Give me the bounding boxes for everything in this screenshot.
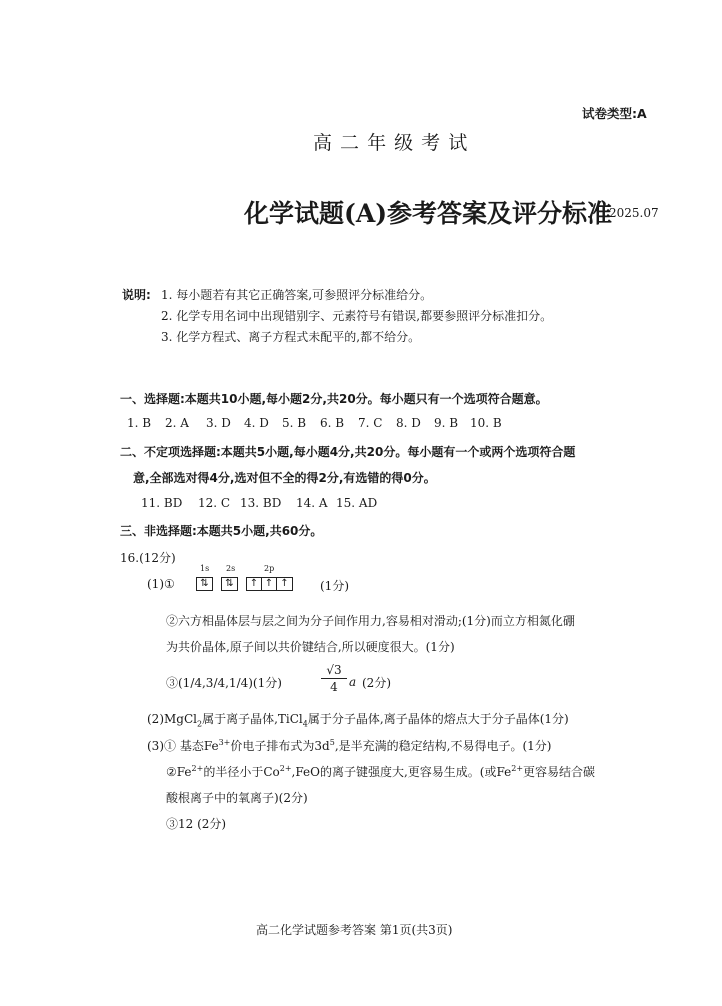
q16-p1-label: (1)① [147,577,175,591]
q16-p2-line2: 为共价晶体,原子间以共价键结合,所以硬度很大。(1分) [166,640,455,654]
orbital-1s-electrons: ⇅ [200,578,209,589]
section3-heading: 三、非选择题:本题共5小题,共60分。 [120,524,323,538]
answer-15: 15. AD [336,496,378,510]
section2-heading-line1: 二、不定项选择题:本题共5小题,每小题4分,共20分。每小题有一个或两个选项符合题 [120,445,576,459]
q16-p6-sup2: 2+ [279,764,292,773]
section2-answers [141,496,377,510]
answer-9: 9. B [434,416,459,430]
paper-type: 试卷类型:A [582,106,647,121]
answer-1: 1. B [127,416,152,430]
q16-title: 16.(12分) [120,551,176,565]
q16-p5-b: 价电子排布式为3d [230,739,330,753]
notes-item-1: 1. 每小题若有其它正确答案,可参照评分标准给分。 [161,288,433,302]
notes-item-3: 3. 化学方程式、离子方程式未配平的,都不给分。 [161,330,421,344]
q16-p1-score: (1分) [320,579,349,593]
q16-p3-text: ③(1/4,3/4,1/4)(1分) [166,676,282,690]
fraction-numerator: √3 [321,663,347,679]
q16-p6-a: ②Fe [166,765,192,779]
q16-p5-sup2: 5 [329,738,335,747]
date: 2025.07 [609,206,659,220]
section1-answers [127,416,502,430]
fraction-denominator: 4 [330,680,338,694]
q16-p3-score: (2分) [362,676,391,690]
q16-p6-d: 更容易结合碳 [523,765,596,779]
q16-p6-sup1: 2+ [191,764,204,773]
answer-2: 2. A [165,416,189,430]
notes-prefix: 说明: [122,288,151,302]
q16-p4-sub2: 4 [302,719,308,729]
answer-12: 12. C [198,496,231,510]
answer-8: 8. D [396,416,421,430]
q16-p5-sup1: 3+ [218,738,231,747]
q16-p3-var: a [349,675,357,689]
q16-p6-c: ,FeO的离子键强度大,更容易生成。(或Fe [291,765,512,779]
q16-p6-line1 [166,763,595,780]
orbital-box-2s [221,577,238,591]
orbital-box-1s [196,577,213,591]
answer-5: 5. B [282,416,307,430]
answer-13: 13. BD [240,496,282,510]
orbital-label-2p: 2p [264,564,275,573]
answer-7: 7. C [358,416,383,430]
q16-p4-sub1: 2 [197,719,203,729]
orbital-2p-1: ↑ [247,578,262,590]
main-title: 化学试题(A)参考答案及评分标准 [244,199,613,228]
answer-14: 14. A [296,496,328,510]
q16-p4-b: 属于离子晶体,TiCl [202,712,303,726]
q16-p3-fraction [321,663,347,694]
page-footer: 高二化学试题参考答案 第1页(共3页) [256,923,453,937]
orbital-2s-electrons: ⇅ [225,578,234,589]
orbital-label-2s: 2s [226,564,236,573]
q16-p4 [147,710,569,727]
q16-p6-line2: 酸根离子中的氧离子)(2分) [166,791,308,805]
q16-p7: ③12 (2分) [166,817,227,831]
q16-p5-c: ,是半充满的稳定结构,不易得电子。(1分) [334,739,552,753]
section1-heading: 一、选择题:本题共10小题,每小题2分,共20分。每小题只有一个选项符合题意。 [120,392,548,406]
q16-p6-b: 的半径小于Co [203,765,280,779]
q16-p6-sup3: 2+ [511,764,524,773]
q16-p5-a: (3)① 基态Fe [147,739,219,753]
q16-p2-line1: ②六方相晶体层与层之间为分子间作用力,容易相对滑动;(1分)而立方相氮化硼 [166,614,575,628]
answer-4: 4. D [244,416,269,430]
q16-p4-a: (2)MgCl [147,712,197,726]
exam-title: 高 二 年 级 考 试 [313,132,469,154]
answer-6: 6. B [320,416,345,430]
orbital-2p-2: ↑ [262,578,277,590]
q16-p4-c: 属于分子晶体,离子晶体的熔点大于分子晶体(1分) [307,712,569,726]
answer-3: 3. D [206,416,231,430]
orbital-label-1s: 1s [200,564,210,573]
orbital-box-2p [246,577,293,591]
q16-p5 [147,737,551,754]
answer-11: 11. BD [141,496,183,510]
notes-item-2: 2. 化学专用名词中出现错别字、元素符号有错误,都要参照评分标准扣分。 [161,309,553,323]
section2-heading-line2: 意,全部选对得4分,选对但不全的得2分,有选错的得0分。 [133,471,436,485]
orbital-2p-3: ↑ [280,578,289,589]
answer-10: 10. B [470,416,502,430]
